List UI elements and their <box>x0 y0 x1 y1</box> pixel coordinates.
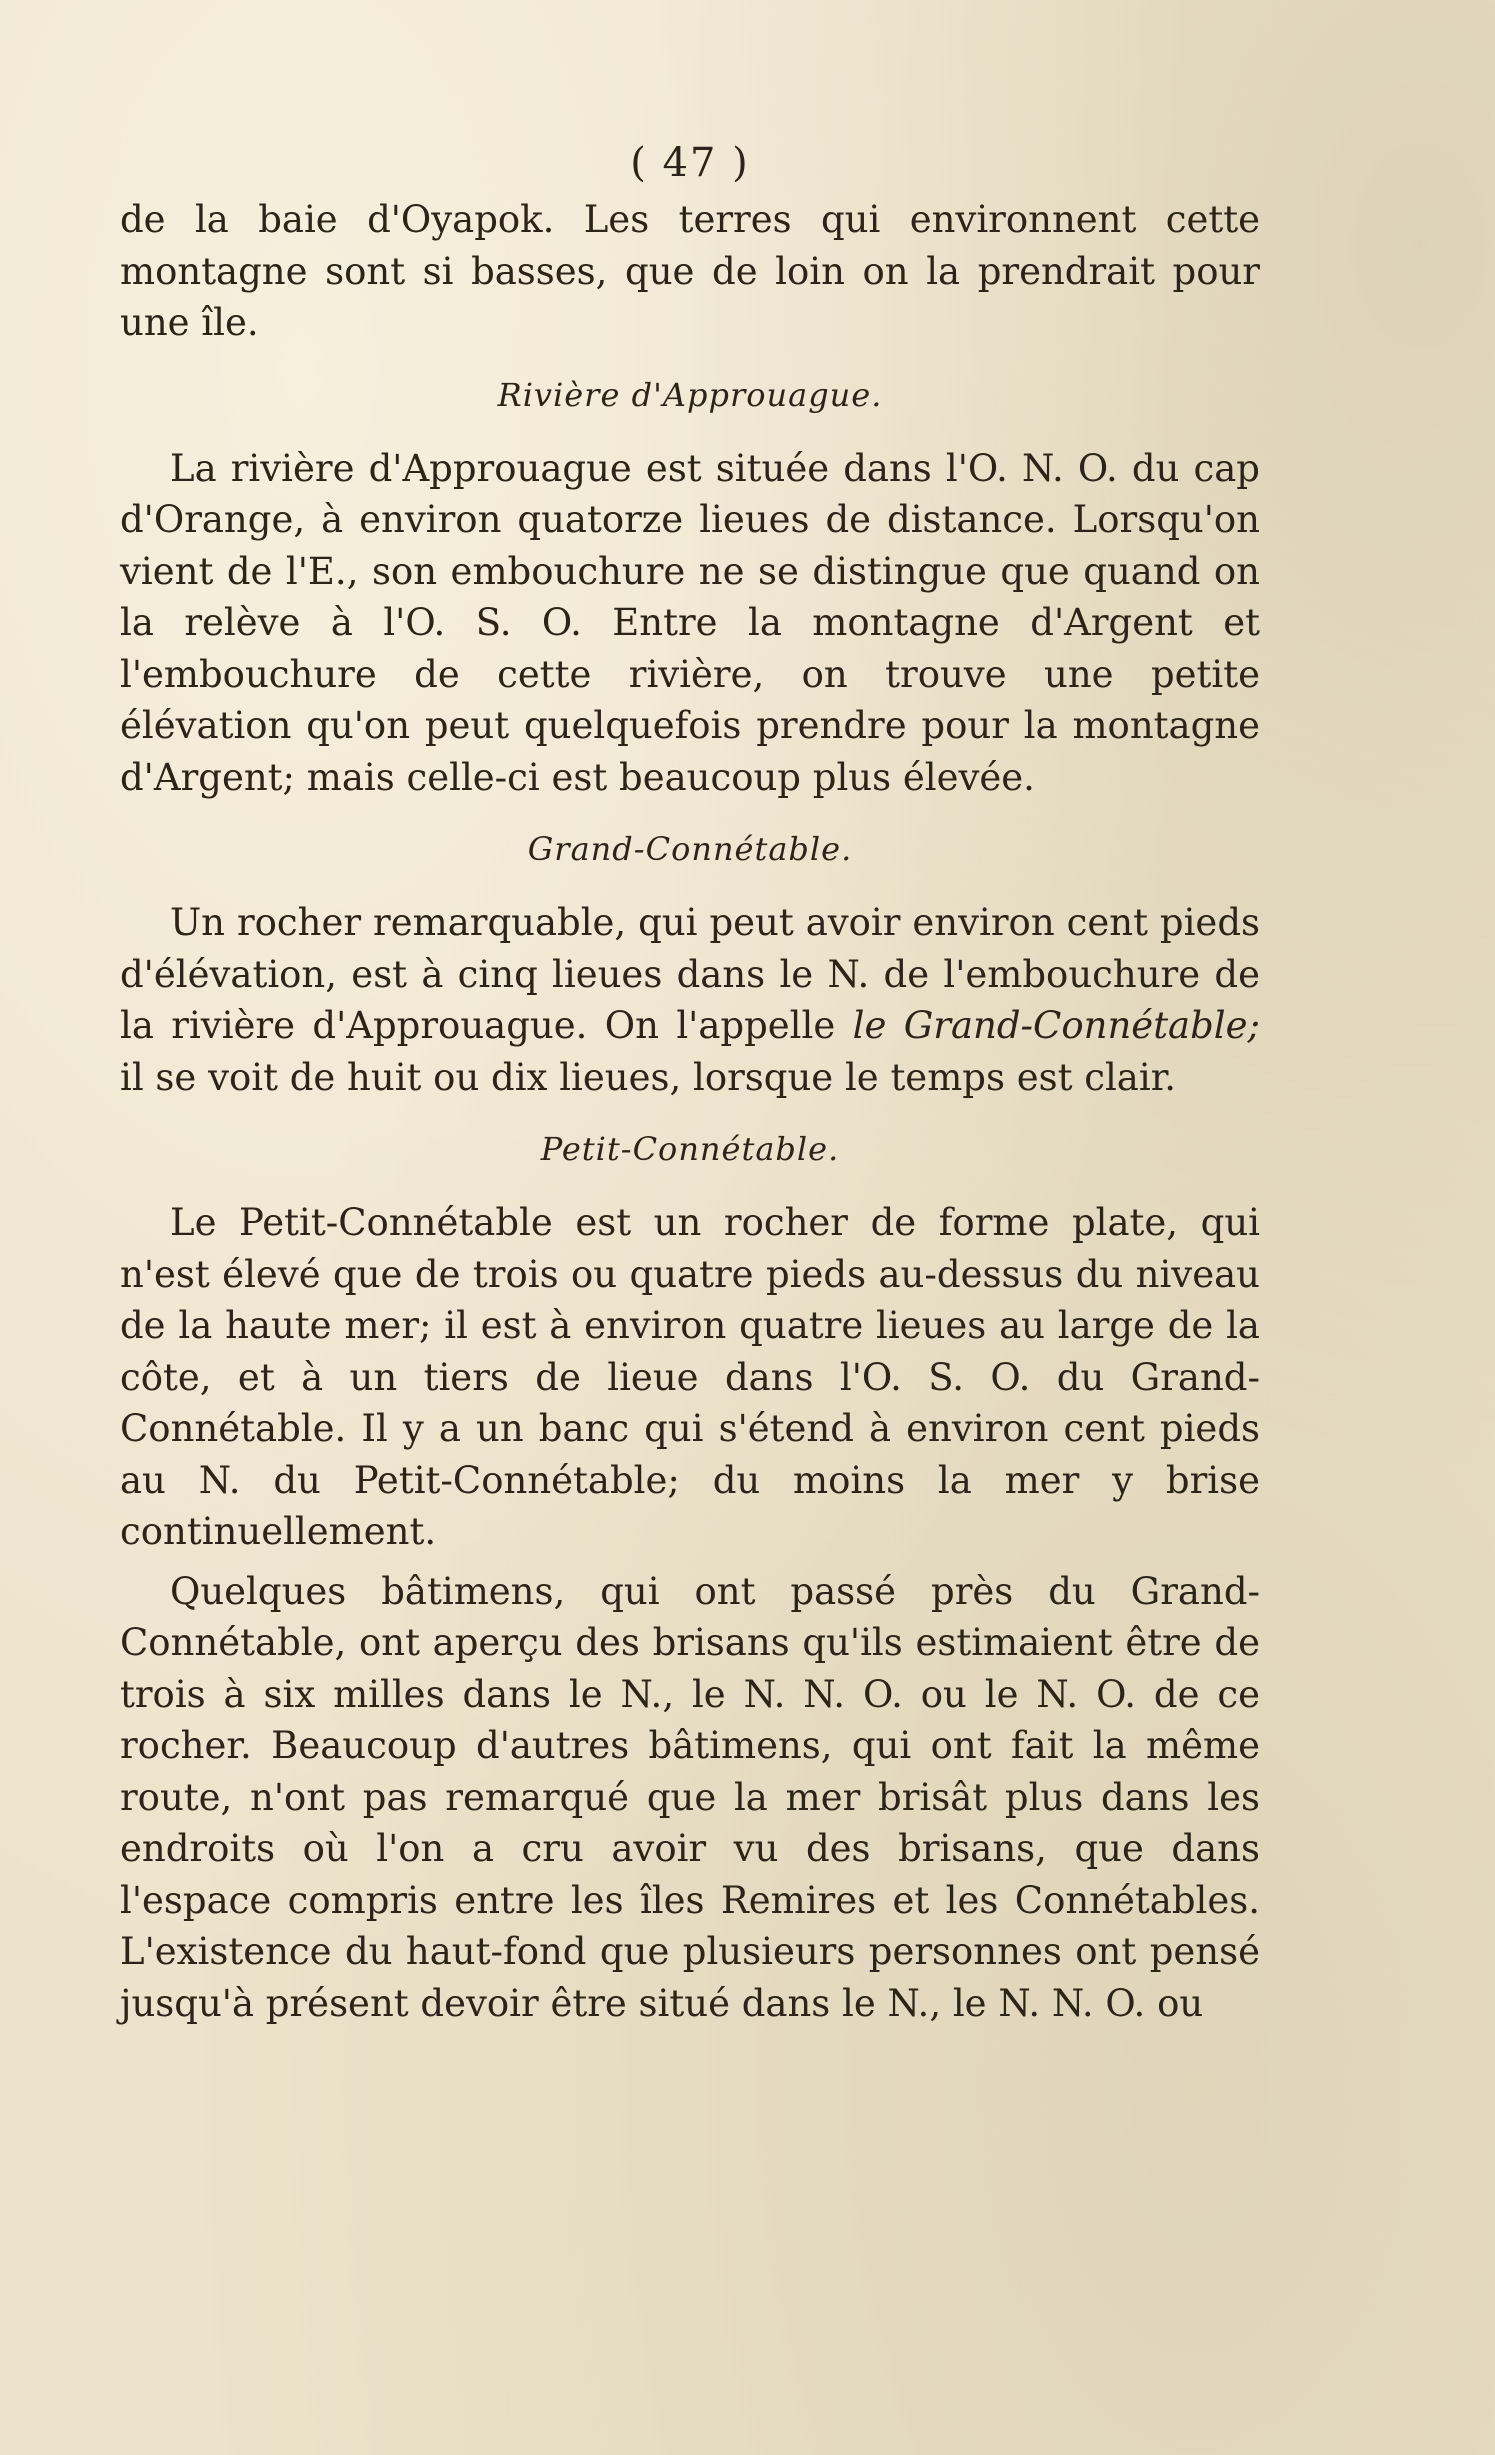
paragraph-grand-connetable-start: Un rocher remarquable, qui peut avoir environ cent pieds d'élévation, est à cinq lieues dans le N. de l'embouchure de la rivière d'Approuague. On l'appelle <box>120 901 1260 1047</box>
paragraph-brisans: Quelques bâtimens, qui ont passé près du Grand-Connétable, ont aperçu des brisans qu'ils estimaient être de trois à six milles dans le N., le N. N. O. ou le N. O. de ce rocher. Beaucoup d'autres bâtimens, qui ont fait la même route, n'ont pas remarqué que la mer brisât plus dans les endroits où l'on a cru avoir vu des brisans, que dans l'espace compris entre les îles Remires et les Connétables. L'existence du haut-fond que plusieurs personnes ont pensé jusqu'à présent devoir être situé dans le N., le N. N. O. ou <box>120 1569 1260 2025</box>
page-number: ( 47 ) <box>630 140 750 186</box>
heading-riviere-approuague: Rivière d'Approuague. <box>497 375 883 414</box>
heading-grand-connetable: Grand-Connétable. <box>527 830 853 868</box>
book-page <box>120 138 1260 2029</box>
grand-connetable-italic-name: le Grand-Connétable; <box>852 1004 1260 1047</box>
paragraph-petit-connetable: Le Petit-Connétable est un rocher de forme plate, qui n'est élevé que de trois ou quatre pieds au-dessus du niveau de la haute mer; il est à environ quatre lieues au large de la côte, et à un tiers de lieue dans l'O. S. O. du Grand-Connétable. Il y a un banc qui s'étend à environ cent pieds au N. du Petit-Connétable; du moins la mer y brise continuellement. <box>120 1201 1260 1553</box>
paragraph-grand-connetable-end: il se voit de huit ou dix lieues, lorsque le temps est clair. <box>120 1055 1177 1099</box>
paragraph-oyapok: de la baie d'Oyapok. Les terres qui environnent cette montagne sont si basses, que de loin on la prendrait pour une île. <box>120 198 1260 344</box>
paragraph-approuague: La rivière d'Approuague est située dans l'O. N. O. du cap d'Orange, à environ quatorze lieues de distance. Lorsqu'on vient de l'E., son embouchure ne se distingue que quand on la relève à l'O. S. O. Entre la montagne d'Argent et l'embouchure de cette rivière, on trouve une petite élévation qu'on peut quelquefois prendre pour la montagne d'Argent; mais celle-ci est beaucoup plus élevée. <box>120 446 1260 799</box>
heading-petit-connetable: Petit-Connétable. <box>540 1130 840 1168</box>
paragraph-grand-connetable <box>120 897 1260 1103</box>
